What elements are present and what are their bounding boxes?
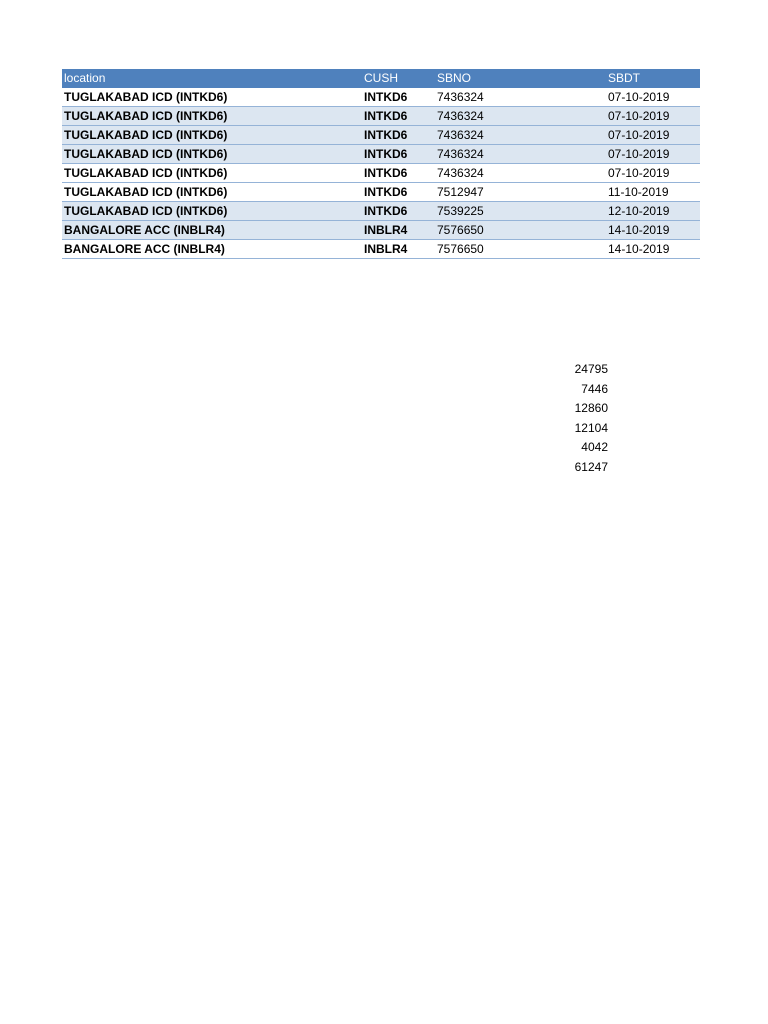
cell-location: TUGLAKABAD ICD (INTKD6) — [62, 164, 362, 183]
cell-cush: INBLR4 — [362, 221, 435, 240]
cell-sbdt: 14-10-2019 — [606, 221, 700, 240]
cell-location: BANGALORE ACC (INBLR4) — [62, 221, 362, 240]
cell-location: TUGLAKABAD ICD (INTKD6) — [62, 107, 362, 126]
cell-cush: INTKD6 — [362, 202, 435, 221]
table-row — [62, 126, 700, 145]
cell-location: TUGLAKABAD ICD (INTKD6) — [62, 126, 362, 145]
cell-location: TUGLAKABAD ICD (INTKD6) — [62, 145, 362, 164]
cell-sbdt: 11-10-2019 — [606, 183, 700, 202]
value-cell: 12104 — [574, 420, 608, 435]
cell-sbno: 7576650 — [435, 240, 606, 259]
table-row — [62, 107, 700, 126]
cell-sbdt: 07-10-2019 — [606, 164, 700, 183]
cell-sbno: 7436324 — [435, 126, 606, 145]
value-list — [540, 360, 608, 477]
cell-sbno: 7436324 — [435, 88, 606, 107]
data-table — [62, 69, 700, 259]
cell-location: TUGLAKABAD ICD (INTKD6) — [62, 202, 362, 221]
table-row — [62, 164, 700, 183]
cell-cush: INTKD6 — [362, 88, 435, 107]
cell-sbdt: 07-10-2019 — [606, 107, 700, 126]
cell-sbdt: 12-10-2019 — [606, 202, 700, 221]
value-cell: 4042 — [581, 440, 608, 454]
value-cell: 12860 — [574, 401, 608, 415]
cell-sbno: 7436324 — [435, 164, 606, 183]
table-row — [62, 183, 700, 202]
cell-location: TUGLAKABAD ICD (INTKD6) — [62, 88, 362, 107]
cell-sbno: 7512947 — [435, 183, 606, 202]
cell-cush: INTKD6 — [362, 164, 435, 183]
column-header-cush: CUSH — [362, 69, 435, 88]
cell-cush: INTKD6 — [362, 145, 435, 164]
cell-sbno: 7436324 — [435, 107, 606, 126]
cell-sbdt: 14-10-2019 — [606, 240, 700, 259]
cell-location: TUGLAKABAD ICD (INTKD6) — [62, 183, 362, 202]
cell-sbdt: 07-10-2019 — [606, 88, 700, 107]
table-row — [62, 240, 700, 259]
column-header-sbdt: SBDT — [606, 69, 700, 88]
table-row — [62, 88, 700, 107]
cell-cush: INTKD6 — [362, 183, 435, 202]
cell-sbno: 7576650 — [435, 221, 606, 240]
table-row — [62, 145, 700, 164]
cell-location: BANGALORE ACC (INBLR4) — [62, 240, 362, 259]
value-cell: 61247 — [574, 459, 608, 474]
value-cell: 7446 — [581, 381, 608, 396]
table-row — [62, 202, 700, 221]
cell-sbdt: 07-10-2019 — [606, 126, 700, 145]
value-cell: 24795 — [574, 362, 608, 376]
table-header-row — [62, 69, 700, 88]
cell-cush: INTKD6 — [362, 107, 435, 126]
cell-sbno: 7539225 — [435, 202, 606, 221]
column-header-sbno: SBNO — [435, 69, 606, 88]
cell-cush: INTKD6 — [362, 126, 435, 145]
cell-sbdt: 07-10-2019 — [606, 145, 700, 164]
cell-cush: INBLR4 — [362, 240, 435, 259]
column-header-location: location — [62, 69, 362, 88]
table-row — [62, 221, 700, 240]
cell-sbno: 7436324 — [435, 145, 606, 164]
